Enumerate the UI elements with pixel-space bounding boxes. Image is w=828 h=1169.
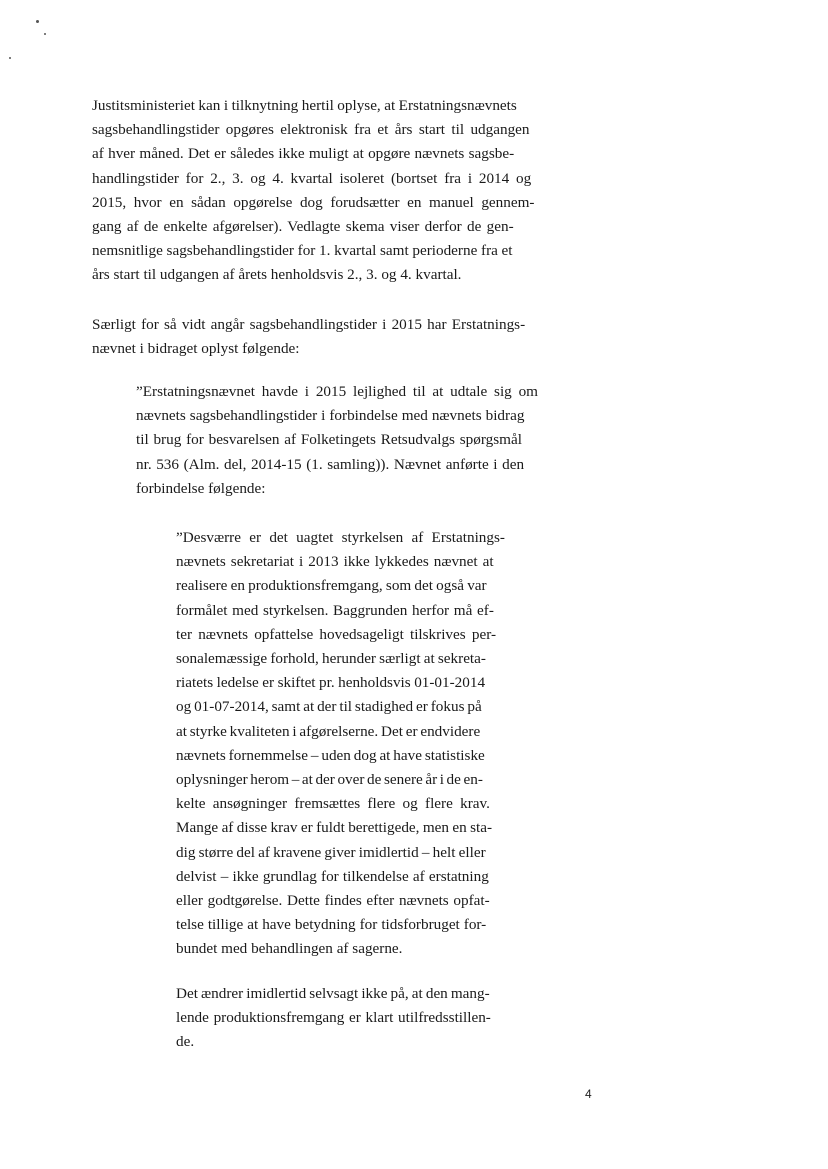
text-line: dig større del af kravene giver imidlertid – helt eller <box>176 843 486 861</box>
text-line: forbindelse følgende: <box>136 479 266 497</box>
text-line: nævnet i bidraget oplyst følgende: <box>92 340 300 358</box>
text-line: de. <box>176 1033 195 1051</box>
block-quote-inner-conclusion <box>176 982 532 1055</box>
text-line: af hver måned. Det er således ikke muligt at opgøre nævnets sagsbe- <box>92 145 515 163</box>
text-line: Særligt for så vidt angår sagsbehandlingstider i 2015 har Erstatnings- <box>92 316 526 333</box>
text-line: kelte ansøgninger fremsættes flere og flere krav. <box>176 795 490 813</box>
text-line: sagsbehandlingstider opgøres elektronisk fra et års start til udgangen <box>92 121 530 139</box>
text-line: gang af de enkelte afgørelser). Vedlagte skema viser derfor de gen- <box>92 218 514 236</box>
text-line: Mange af disse krav er fuldt berettigede, men en sta- <box>176 819 493 837</box>
text-line: Det ændrer imidlertid selvsagt ikke på, at den mang- <box>176 985 490 1002</box>
text-line: lende produktionsfremgang er klart utilfredsstillen- <box>176 1009 491 1027</box>
text-line: års start til udgangen af årets henholdsvis 2., 3. og 4. kvartal. <box>92 266 462 284</box>
text-line: eller godtgørelse. Dette findes efter nævnets opfat- <box>176 892 490 910</box>
second-paragraph <box>92 313 564 361</box>
text-line: delvist – ikke grundlag for tilkendelse af erstatning <box>176 867 489 885</box>
text-line: ”Desværre er det uagtet styrkelsen af Erstatnings- <box>176 529 505 546</box>
intro-paragraph <box>92 94 564 288</box>
text-line: riatets ledelse er skiftet pr. henholdsvis 01-01-2014 <box>176 674 486 692</box>
text-line: nævnets fornemmelse – uden dog at have statistiske <box>176 746 485 764</box>
text-line: handlingstider for 2., 3. og 4. kvartal isoleret (bortset fra i 2014 og <box>92 169 532 187</box>
text-line: og 01-07-2014, samt at der til stadighed er fokus på <box>176 698 482 716</box>
text-line: oplysninger herom – at der over de senere år i de en- <box>176 771 483 789</box>
text-line: ter nævnets opfattelse hovedsageligt tilskrives per- <box>176 625 497 643</box>
text-line: Justitsministeriet kan i tilknytning hertil oplyse, at Erstatningsnævnets <box>92 97 517 114</box>
text-line: at styrke kvaliteten i afgørelserne. Det er endvidere <box>176 722 481 740</box>
text-line: formålet med styrkelsen. Baggrunden herfor må ef- <box>176 601 494 619</box>
text-line: telse tillige at have betydning for tidsforbruget for- <box>176 916 487 934</box>
scan-speck <box>9 57 11 59</box>
text-line: ”Erstatningsnævnet havde i 2015 lejlighed til at udtale sig om <box>136 383 538 400</box>
block-quote-inner <box>176 526 532 962</box>
text-line: nemsnitlige sagsbehandlingstider for 1. kvartal samt perioderne fra et <box>92 242 513 260</box>
page-number: 4 <box>585 1087 592 1101</box>
text-line: 2015, hvor en sådan opgørelse dog forudsætter en manuel gennem- <box>92 193 535 211</box>
scan-speck <box>36 20 39 23</box>
text-line: sonalemæssige forhold, herunder særligt at sekreta- <box>176 650 486 668</box>
text-line: til brug for besvarelsen af Folketingets Retsudvalgs spørgsmål <box>136 431 522 449</box>
text-line: bundet med behandlingen af sagerne. <box>176 940 403 958</box>
text-line: realisere en produktionsfremgang, som det også var <box>176 577 487 595</box>
text-line: nævnets sekretariat i 2013 ikke lykkedes nævnet at <box>176 553 494 571</box>
text-line: nævnets sagsbehandlingstider i forbindelse med nævnets bidrag <box>136 407 525 425</box>
block-quote-outer <box>136 380 566 501</box>
text-line: nr. 536 (Alm. del, 2014-15 (1. samling)). Nævnet anførte i den <box>136 455 525 473</box>
scan-speck <box>44 33 46 35</box>
